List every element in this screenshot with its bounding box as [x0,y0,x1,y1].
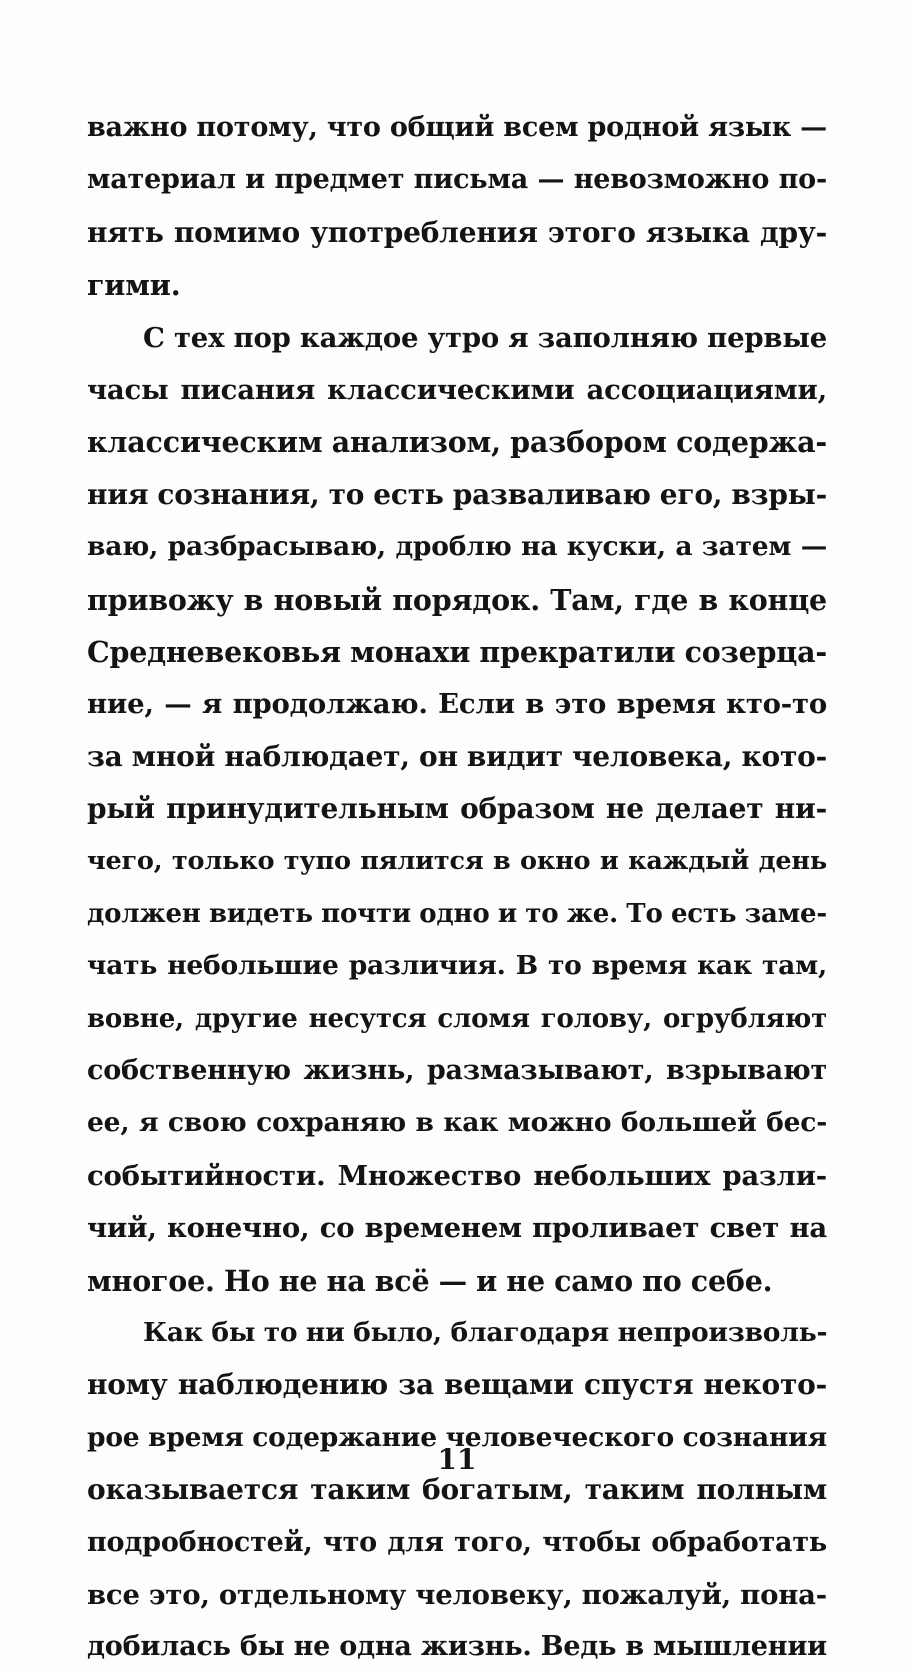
text-line: гими. [87,268,181,303]
text-line: рое время содержание человеческого сознания [87,1421,827,1453]
text-line: С тех пор каждое утро я заполняю первые [143,321,827,354]
text-line: ному наблюдению за вещами спустя некото- [87,1368,827,1402]
text-line: чего, только тупо пялится в окно и каждый день [87,846,827,877]
text-line: событийности. Множество небольших разли- [87,1159,827,1192]
page-number: 11 [437,1443,477,1476]
text-line: ваю, разбрасываю, дроблю на куски, а затем — [87,531,827,563]
text-line: часы писания классическими ассоциациями, [87,373,827,406]
text-line: за мной наблюдает, он видит человека, кото- [87,739,827,773]
body-text [87,102,827,1674]
text-line: многое. Но не на всё — и не само по себе. [87,1263,773,1298]
text-line: подробностей, что для того, чтобы обработать [87,1526,827,1558]
text-line: важно потому, что общий всем родной язык — [87,112,827,143]
text-line: ее, я свою сохраняю в как можно большей бес- [87,1107,827,1139]
text-line: Как бы то ни было, благодаря непроизволь- [143,1316,828,1348]
text-line: чать небольшие различия. В то время как там, [87,950,827,982]
text-line: оказывается таким богатым, таким полным [87,1473,827,1507]
text-line: материал и предмет письма — невозможно по- [87,164,827,196]
text-line: все это, отдельному человеку, пожалуй, пона- [87,1578,827,1611]
text-line: чий, конечно, со временем проливает свет на [87,1212,827,1245]
text-line: ния сознания, то есть разваливаю его, взры- [87,477,827,511]
text-line: ние, — я продолжаю. Если в это время кто-то [87,688,827,721]
text-line: вовне, другие несутся сломя голову, огрубляют [87,1003,827,1034]
text-line: нять помимо употребления этого языка дру- [87,215,827,249]
text-line: должен видеть почти одно и то же. То есть заме- [87,898,827,929]
text-line: рый принудительным образом не делает ни- [87,792,827,826]
text-line: собственную жизнь, размазывают, взрывают [87,1055,827,1087]
text-line: добилась бы не одна жизнь. Ведь в мышлении [87,1631,827,1663]
text-line: привожу в новый порядок. Там, где в конце [87,582,827,617]
text-line: Средневековья монахи прекратили созерца- [87,634,827,669]
text-line: классическим анализом, разбором содержа- [87,425,827,460]
